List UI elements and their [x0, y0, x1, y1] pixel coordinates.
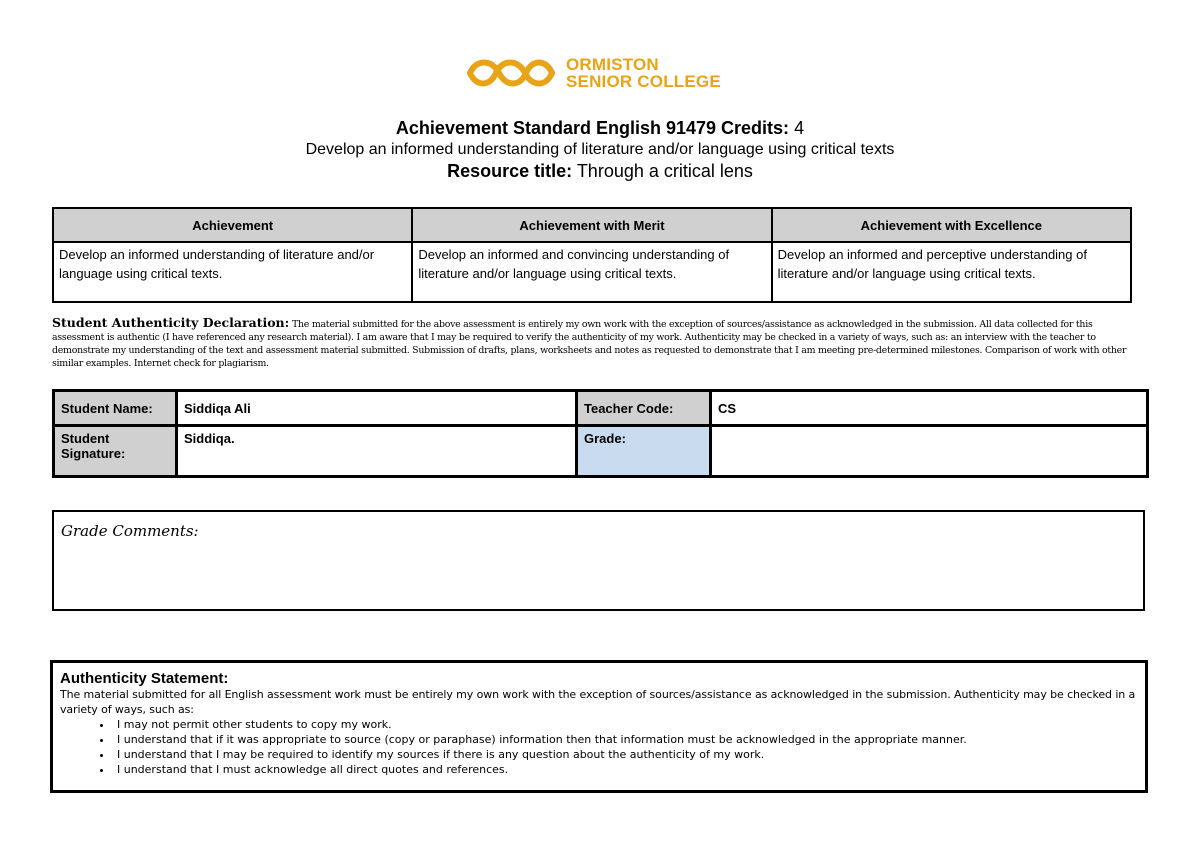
infinity-wave-logo-icon	[466, 55, 556, 91]
resource-title-label: Resource title:	[447, 161, 573, 181]
resource-title-value: Through a critical lens	[572, 161, 753, 181]
authenticity-declaration	[52, 316, 1142, 370]
grade-field[interactable]	[711, 426, 1148, 477]
cell-merit: Develop an informed and convincing understanding of literature and/or language using critical texts.	[412, 242, 771, 302]
header-merit: Achievement with Merit	[412, 208, 771, 242]
document-heading	[0, 116, 1200, 182]
student-name-field[interactable]: Siddiqa Ali	[177, 391, 577, 426]
teacher-code-label: Teacher Code:	[577, 391, 711, 426]
credits-value: 4	[789, 118, 805, 138]
cell-excellence: Develop an informed and perceptive understanding of literature and/or language using critical texts.	[772, 242, 1131, 302]
declaration-text: The material submitted for the above assessment is entirely my own work with the exception of sources/assistance as acknowledged in the submission. All data collected for this assessment is authentic (I have referenced any research material). I am aware that I may be required to verify the authenticity of my work. Authenticity may be checked in a variety of ways, such as: an interview with the teacher to demonstrate my understanding of the text and assessment material submitted. Submission of drafts, plans, worksheets and notes as requested to demonstrate that I am meeting pre-determined milestones. Comparison of work with other similar examples. Internet check for plagiarism.	[52, 319, 1127, 369]
header-achievement: Achievement	[53, 208, 412, 242]
college-logo	[466, 53, 721, 93]
header-excellence: Achievement with Excellence	[772, 208, 1131, 242]
grade-comments-box[interactable]	[52, 510, 1145, 611]
cell-achievement: Develop an informed understanding of literature and/or language using critical texts.	[53, 242, 412, 302]
student-name-label: Student Name:	[54, 391, 177, 426]
logo-line-2: SENIOR COLLEGE	[566, 72, 721, 91]
teacher-code-field[interactable]: CS	[711, 391, 1148, 426]
student-signature-field[interactable]: Siddiqa.	[177, 426, 577, 477]
authenticity-statement-box	[50, 660, 1148, 793]
authenticity-bullet: • I may not permit other students to copy my work.	[113, 717, 1138, 732]
declaration-title: Student Authenticity Declaration:	[52, 315, 290, 330]
authenticity-bullet: • I understand that I must acknowledge all direct quotes and references.	[113, 762, 1138, 777]
standard-line	[0, 116, 1200, 140]
grade-label: Grade:	[577, 426, 711, 477]
logo-text	[566, 56, 721, 90]
achievement-table	[52, 207, 1132, 303]
authenticity-title: Authenticity Statement:	[60, 670, 229, 687]
student-signature-label: Student Signature:	[54, 426, 177, 477]
authenticity-intro: The material submitted for all English assessment work must be entirely my own work with the exception of sources/assistance as acknowledged in the submission. Authenticity may be checked in a variety of ways, such as:	[60, 688, 1136, 716]
authenticity-bullet: • I understand that if it was appropriate to source (copy or paraphase) information then that information must be acknowledged in the appropriate manner.	[113, 732, 1138, 747]
resource-line	[0, 160, 1200, 182]
authenticity-bullet-list	[60, 717, 1138, 777]
grade-comments-label: Grade Comments:	[61, 522, 199, 540]
standard-title: Achievement Standard English 91479 Credits:	[395, 118, 790, 138]
logo-line-1: ORMISTON	[566, 55, 659, 74]
authenticity-bullet: • I understand that I may be required to identify my sources if there is any question about the authenticity of my work.	[113, 747, 1138, 762]
student-details-table	[52, 389, 1149, 478]
standard-description: Develop an informed understanding of literature and/or language using critical texts	[305, 141, 895, 158]
